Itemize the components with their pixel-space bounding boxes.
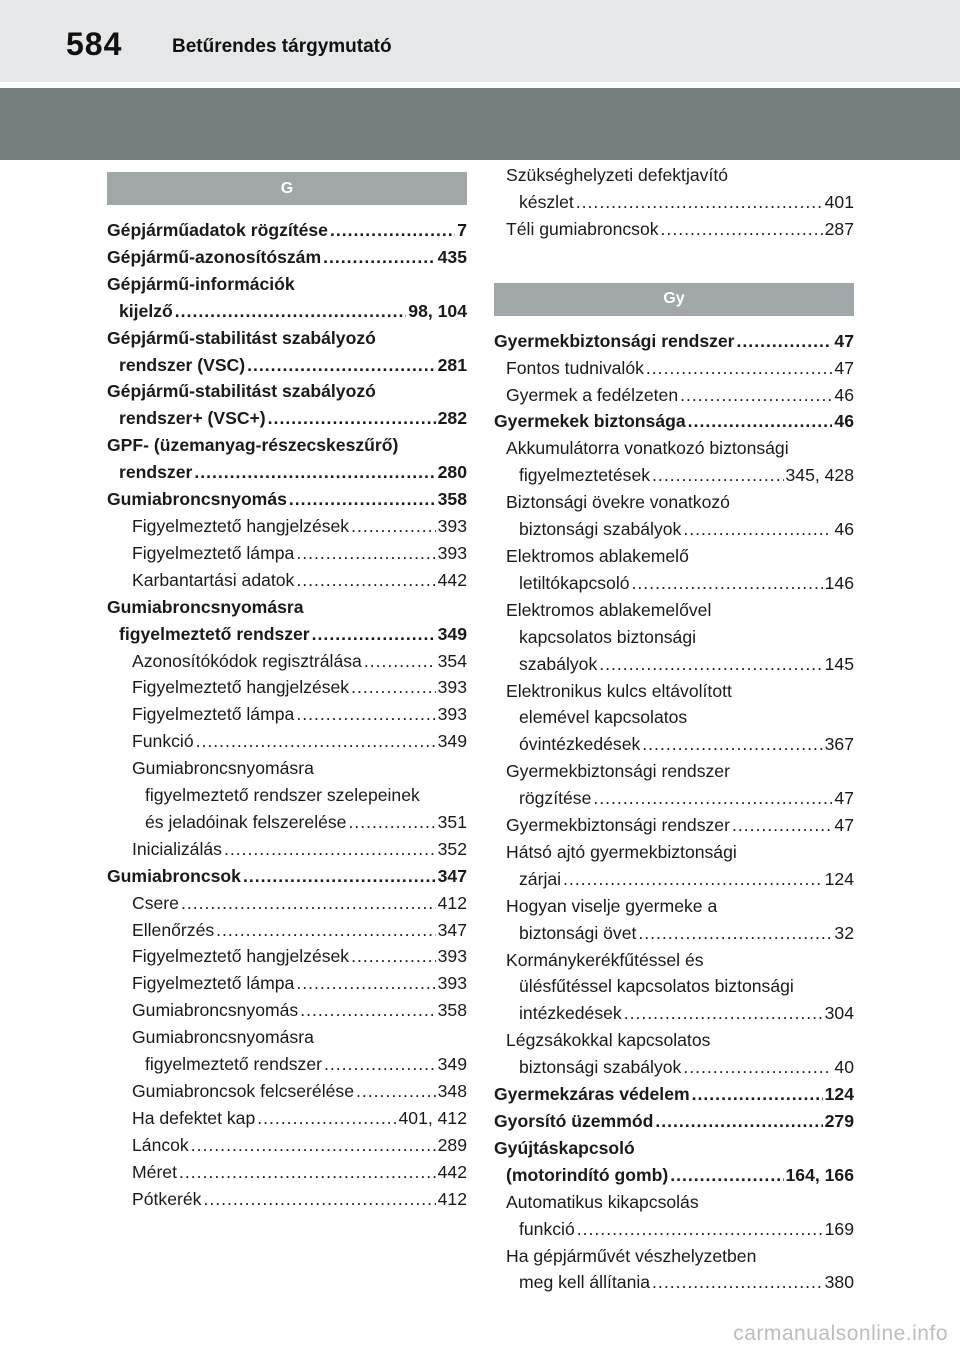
index-entry bbox=[107, 352, 467, 379]
leader-dots bbox=[599, 651, 822, 678]
leader-dots bbox=[642, 731, 822, 758]
entry-text: Gyermek a fedélzeten bbox=[506, 384, 679, 405]
entry-text: Fontos tudnivalók bbox=[506, 357, 644, 378]
entry-text: figyelmeztető rendszer bbox=[145, 1054, 322, 1075]
entry-text: Figyelmeztető hangjelzések bbox=[132, 677, 350, 698]
leader-dots bbox=[296, 540, 435, 567]
leader-dots bbox=[330, 217, 455, 244]
entry-text: Légzsákokkal kapcsolatos bbox=[506, 1030, 711, 1051]
entry-text: és jeladóinak felszerelése bbox=[145, 811, 347, 832]
index-entry bbox=[107, 459, 467, 486]
entry-text: GPF- (üzemanyag-részecskeszűrő) bbox=[107, 435, 399, 456]
entry-text: Gumiabroncsnyomás bbox=[132, 1000, 299, 1021]
entry-text: Funkció bbox=[132, 731, 194, 752]
leader-dots bbox=[348, 809, 435, 836]
page-reference: 169 bbox=[824, 1218, 854, 1239]
index-entry bbox=[494, 355, 854, 382]
entry-text: Gyermekbiztonsági rendszer bbox=[506, 815, 730, 836]
page-reference: 442 bbox=[437, 569, 467, 590]
entry-text: Méret bbox=[132, 1161, 177, 1182]
entry-text: biztonsági szabályok bbox=[519, 519, 682, 540]
entry-text: kijelző bbox=[119, 300, 173, 321]
entry-text: Gyermekzáras védelem bbox=[494, 1084, 690, 1105]
section-gap bbox=[494, 243, 854, 273]
entry-text: óvintézkedések bbox=[519, 734, 641, 755]
page-reference: 401 bbox=[824, 191, 854, 212]
leader-dots bbox=[323, 244, 436, 271]
entry-text: Biztonsági övekre vonatkozó bbox=[506, 492, 730, 513]
page-reference: 393 bbox=[437, 515, 467, 536]
index-entry bbox=[494, 947, 854, 974]
page-reference: 46 bbox=[834, 411, 854, 432]
leader-dots bbox=[351, 674, 436, 701]
leader-dots bbox=[296, 701, 435, 728]
page-reference: 352 bbox=[437, 838, 467, 859]
index-entry bbox=[494, 489, 854, 516]
entry-text: Szükséghelyzeti defektjavító bbox=[506, 165, 729, 185]
entry-text: elemével kapcsolatos bbox=[519, 707, 688, 728]
index-entry bbox=[107, 970, 467, 997]
entry-text: Téli gumiabroncsok bbox=[506, 218, 659, 239]
leader-dots bbox=[688, 408, 833, 435]
index-entry bbox=[494, 1135, 854, 1162]
leader-dots bbox=[247, 352, 436, 379]
index-entry bbox=[494, 920, 854, 947]
page-title: Betűrendes tárgymutató bbox=[172, 36, 392, 57]
entry-text: Csere bbox=[132, 892, 179, 913]
entry-text: rögzítése bbox=[519, 788, 592, 809]
page-reference: 304 bbox=[824, 1003, 854, 1024]
index-entry bbox=[494, 704, 854, 731]
entry-text: Gyújtáskapcsoló bbox=[494, 1137, 635, 1158]
entry-text: Figyelmeztető lámpa bbox=[132, 542, 295, 563]
entry-text: Gumiabroncsok bbox=[107, 865, 241, 886]
entry-text: Hátsó ajtó gyermekbiztonsági bbox=[506, 841, 737, 862]
entry-text: Figyelmeztető hangjelzések bbox=[132, 946, 350, 967]
index-entry bbox=[107, 405, 467, 432]
entry-text: Ha gépjárművét vészhelyzetben bbox=[506, 1245, 757, 1266]
index-entry bbox=[107, 782, 467, 809]
index-entry bbox=[107, 271, 467, 298]
index-entry bbox=[494, 570, 854, 597]
leader-dots bbox=[257, 1105, 396, 1132]
index-entry bbox=[107, 674, 467, 701]
index-entry bbox=[494, 1000, 854, 1027]
page-reference: 345, 428 bbox=[785, 465, 854, 486]
index-entry bbox=[107, 540, 467, 567]
entry-text: Gépjárműadatok rögzítése bbox=[107, 220, 328, 240]
index-entry bbox=[494, 435, 854, 462]
page-reference: 349 bbox=[437, 1054, 467, 1075]
leader-dots bbox=[194, 459, 435, 486]
page-reference: 393 bbox=[437, 542, 467, 563]
entry-text: rendszer+ (VSC+) bbox=[119, 408, 266, 429]
page-reference: 442 bbox=[437, 1161, 467, 1182]
page-reference: 435 bbox=[437, 246, 467, 267]
entry-text: intézkedések bbox=[519, 1003, 622, 1024]
page-reference: 412 bbox=[437, 892, 467, 913]
page-reference: 347 bbox=[437, 865, 467, 886]
entry-text: szabályok bbox=[519, 653, 598, 674]
leader-dots bbox=[296, 970, 435, 997]
entry-text: Gépjármű-információk bbox=[107, 273, 295, 294]
page-reference: 279 bbox=[824, 1111, 854, 1131]
page-reference: 358 bbox=[437, 1000, 467, 1021]
leader-dots bbox=[661, 216, 823, 243]
index-entry bbox=[494, 893, 854, 920]
leader-dots bbox=[683, 1054, 832, 1081]
index-entries-left bbox=[107, 217, 467, 1213]
entry-text: Akkumulátorra vonatkozó biztonsági bbox=[506, 438, 789, 459]
index-entry bbox=[107, 1024, 467, 1051]
leader-dots bbox=[683, 516, 832, 543]
leader-dots bbox=[680, 382, 832, 409]
header-band bbox=[0, 88, 960, 160]
index-entry bbox=[107, 325, 467, 352]
entry-text: Gyermekbiztonsági rendszer bbox=[506, 761, 730, 782]
leader-dots bbox=[324, 1051, 436, 1078]
index-entry bbox=[107, 890, 467, 917]
index-entry bbox=[107, 648, 467, 675]
index-entries-right-top bbox=[494, 162, 854, 243]
entry-text: Elektronikus kulcs eltávolított bbox=[506, 680, 732, 701]
entry-text: rendszer (VSC) bbox=[119, 354, 246, 375]
page-reference: 287 bbox=[824, 218, 854, 239]
leader-dots bbox=[181, 890, 436, 917]
entry-text: Karbantartási adatok bbox=[132, 569, 295, 590]
index-entry bbox=[107, 917, 467, 944]
section-header-gy: Gy bbox=[494, 283, 854, 316]
leader-dots bbox=[732, 812, 832, 839]
index-entry bbox=[107, 378, 467, 405]
entry-text: figyelmeztető rendszer bbox=[119, 623, 310, 644]
index-entry bbox=[494, 785, 854, 812]
entry-text: Gyorsító üzemmód bbox=[494, 1111, 654, 1131]
leader-dots bbox=[351, 513, 436, 540]
entry-text: Láncok bbox=[132, 1134, 189, 1155]
index-entry bbox=[494, 216, 854, 243]
index-entry bbox=[107, 244, 467, 271]
entry-text: rendszer bbox=[119, 462, 193, 483]
leader-dots bbox=[577, 1216, 823, 1243]
leader-dots bbox=[179, 1159, 436, 1186]
page-reference: 348 bbox=[437, 1081, 467, 1101]
page-reference: 47 bbox=[834, 330, 854, 351]
page-reference: 98, 104 bbox=[408, 300, 467, 321]
leader-dots bbox=[289, 486, 436, 513]
page-reference: 47 bbox=[834, 788, 854, 809]
index-entry bbox=[107, 1105, 467, 1132]
page-reference: 358 bbox=[437, 489, 467, 510]
index-entry bbox=[494, 731, 854, 758]
entry-text: Gumiabroncsnyomásra bbox=[107, 596, 304, 617]
entry-text: Elektromos ablakemelő bbox=[506, 545, 689, 566]
header-bar bbox=[0, 0, 960, 82]
leader-dots bbox=[351, 943, 436, 970]
entry-text: Automatikus kikapcsolás bbox=[506, 1191, 699, 1212]
page-reference: 393 bbox=[437, 677, 467, 698]
leader-dots bbox=[356, 1078, 436, 1105]
index-entry bbox=[107, 513, 467, 540]
index-entry bbox=[107, 1186, 467, 1213]
page-reference: 146 bbox=[824, 572, 854, 593]
page-reference: 282 bbox=[437, 408, 467, 429]
leader-dots bbox=[312, 621, 436, 648]
leader-dots bbox=[638, 920, 832, 947]
index-entry bbox=[494, 839, 854, 866]
entry-text: készlet bbox=[519, 191, 574, 212]
entry-text: kapcsolatos biztonsági bbox=[519, 626, 697, 647]
index-entry bbox=[107, 1078, 467, 1105]
leader-dots bbox=[300, 997, 435, 1024]
entry-text: Gumiabroncsnyomásra bbox=[132, 758, 314, 779]
index-entry bbox=[494, 516, 854, 543]
entry-text: Pótkerék bbox=[132, 1188, 202, 1209]
index-entry bbox=[107, 594, 467, 621]
page-reference: 354 bbox=[437, 650, 467, 671]
index-entry bbox=[494, 758, 854, 785]
leader-dots bbox=[670, 1162, 783, 1189]
index-entry bbox=[494, 162, 854, 189]
leader-dots bbox=[593, 785, 832, 812]
leader-dots bbox=[632, 570, 823, 597]
left-column bbox=[107, 162, 467, 1213]
entry-text: Gépjármű-stabilitást szabályozó bbox=[107, 381, 376, 402]
index-entry bbox=[107, 1051, 467, 1078]
entry-text: biztonsági övet bbox=[519, 922, 637, 943]
entry-text: Figyelmeztető lámpa bbox=[132, 704, 295, 725]
entry-text: funkció bbox=[519, 1218, 575, 1239]
entry-text: Gumiabroncsok felcserélése bbox=[132, 1081, 354, 1101]
page-reference: 393 bbox=[437, 704, 467, 725]
index-entry bbox=[107, 701, 467, 728]
index-entry bbox=[494, 812, 854, 839]
leader-dots bbox=[576, 189, 823, 216]
index-entry bbox=[494, 328, 854, 355]
page-reference: 47 bbox=[834, 357, 854, 378]
leader-dots bbox=[296, 567, 435, 594]
index-entry bbox=[494, 382, 854, 409]
leader-dots bbox=[191, 1132, 436, 1159]
page-reference: 412 bbox=[437, 1188, 467, 1209]
page-reference: 393 bbox=[437, 973, 467, 994]
entry-text: Gumiabroncsnyomás bbox=[107, 489, 287, 510]
page-reference: 347 bbox=[437, 919, 467, 940]
entry-text: ülésfűtéssel kapcsolatos biztonsági bbox=[519, 976, 794, 997]
page-number: 584 bbox=[66, 26, 123, 62]
page-reference: 367 bbox=[824, 734, 854, 755]
index-entry bbox=[494, 1189, 854, 1216]
index-entry bbox=[494, 866, 854, 893]
index-entry bbox=[494, 1243, 854, 1270]
leader-dots bbox=[243, 863, 436, 890]
entry-text: Ellenőrzés bbox=[132, 919, 215, 940]
page-reference: 46 bbox=[834, 384, 854, 405]
entry-text: biztonsági szabályok bbox=[519, 1057, 682, 1078]
entry-text: Elektromos ablakemelővel bbox=[506, 599, 712, 620]
entry-text: figyelmeztető rendszer szelepeinek bbox=[145, 785, 420, 806]
entry-text: Figyelmeztető hangjelzések bbox=[132, 515, 350, 536]
index-entry bbox=[494, 678, 854, 705]
index-entry bbox=[107, 621, 467, 648]
entry-text: figyelmeztetések bbox=[519, 465, 651, 486]
index-entry bbox=[494, 651, 854, 678]
leader-dots bbox=[175, 298, 407, 325]
index-entry bbox=[107, 728, 467, 755]
page-reference: 351 bbox=[437, 811, 467, 832]
index-entry bbox=[494, 189, 854, 216]
watermark: carmanualsonline.info bbox=[733, 1322, 948, 1345]
leader-dots bbox=[652, 462, 783, 489]
index-entry bbox=[107, 755, 467, 782]
leader-dots bbox=[646, 355, 833, 382]
page-reference: 349 bbox=[437, 731, 467, 752]
index-entry bbox=[494, 1054, 854, 1081]
index-entry bbox=[107, 432, 467, 459]
page-reference: 32 bbox=[834, 922, 854, 943]
entry-text: Gumiabroncsnyomásra bbox=[132, 1027, 314, 1048]
index-entry bbox=[494, 543, 854, 570]
index-entry bbox=[107, 863, 467, 890]
entry-text: Kormánykerékfűtéssel és bbox=[506, 949, 704, 970]
leader-dots bbox=[655, 1108, 822, 1135]
entry-text: Ha defektet kap bbox=[132, 1107, 256, 1128]
leader-dots bbox=[737, 328, 833, 355]
page-reference: 164, 166 bbox=[785, 1164, 854, 1185]
page-reference: 281 bbox=[437, 354, 467, 375]
index-entry bbox=[494, 1081, 854, 1108]
entry-text: Gépjármű-azonosítószám bbox=[107, 246, 322, 267]
page-reference: 349 bbox=[437, 623, 467, 644]
index-entry bbox=[494, 973, 854, 1000]
index-entry bbox=[494, 1162, 854, 1189]
entry-text: Gyermekek biztonsága bbox=[494, 411, 686, 432]
index-entry bbox=[107, 486, 467, 513]
page-reference: 145 bbox=[824, 653, 854, 674]
page-reference: 46 bbox=[834, 519, 854, 540]
page-reference: 393 bbox=[437, 946, 467, 967]
entry-text: letiltókapcsoló bbox=[519, 572, 630, 593]
index-entry bbox=[494, 1216, 854, 1243]
entry-text: Gyermekbiztonsági rendszer bbox=[494, 330, 735, 351]
entry-text: Azonosítókódok regisztrálása bbox=[132, 650, 362, 671]
index-entry bbox=[107, 836, 467, 863]
index-entry bbox=[107, 1159, 467, 1186]
entry-text: Hogyan viselje gyermeke a bbox=[506, 895, 718, 916]
index-entry bbox=[494, 597, 854, 624]
entry-text: meg kell állítania bbox=[519, 1272, 651, 1293]
index-entry bbox=[107, 809, 467, 836]
page-reference: 280 bbox=[437, 462, 467, 483]
page-reference: 124 bbox=[824, 868, 854, 889]
index-entry bbox=[494, 624, 854, 651]
leader-dots bbox=[224, 836, 436, 863]
page-reference: 401, 412 bbox=[398, 1107, 467, 1128]
page-reference: 124 bbox=[824, 1084, 854, 1105]
leader-dots bbox=[624, 1000, 823, 1027]
page-reference: 40 bbox=[834, 1057, 854, 1078]
entry-text: (motorindító gomb) bbox=[506, 1164, 669, 1185]
entry-text: Inicializálás bbox=[132, 838, 222, 859]
index-entry bbox=[107, 997, 467, 1024]
leader-dots bbox=[652, 1269, 823, 1296]
leader-dots bbox=[216, 917, 435, 944]
index-entry bbox=[107, 567, 467, 594]
leader-dots bbox=[196, 728, 436, 755]
index-entry bbox=[107, 298, 467, 325]
index-entry bbox=[107, 217, 467, 244]
leader-dots bbox=[692, 1081, 823, 1108]
index-entries-right bbox=[494, 328, 854, 1297]
index-entry bbox=[494, 1108, 854, 1135]
index-entry bbox=[107, 1132, 467, 1159]
page-reference: 289 bbox=[437, 1134, 467, 1155]
index-entry bbox=[494, 1269, 854, 1296]
index-entry bbox=[494, 462, 854, 489]
page-reference: 380 bbox=[824, 1272, 854, 1293]
leader-dots bbox=[268, 405, 436, 432]
index-entry bbox=[494, 408, 854, 435]
index-entry bbox=[494, 1027, 854, 1054]
section-header-g: G bbox=[107, 172, 467, 205]
right-column bbox=[494, 162, 854, 1296]
leader-dots bbox=[203, 1186, 435, 1213]
page-reference: 47 bbox=[834, 815, 854, 836]
index-entry bbox=[107, 943, 467, 970]
leader-dots bbox=[364, 648, 436, 675]
entry-text: zárjai bbox=[519, 868, 562, 889]
leader-dots bbox=[563, 866, 823, 893]
page-reference: 7 bbox=[457, 220, 467, 240]
entry-text: Figyelmeztető lámpa bbox=[132, 973, 295, 994]
entry-text: Gépjármű-stabilitást szabályozó bbox=[107, 327, 376, 348]
